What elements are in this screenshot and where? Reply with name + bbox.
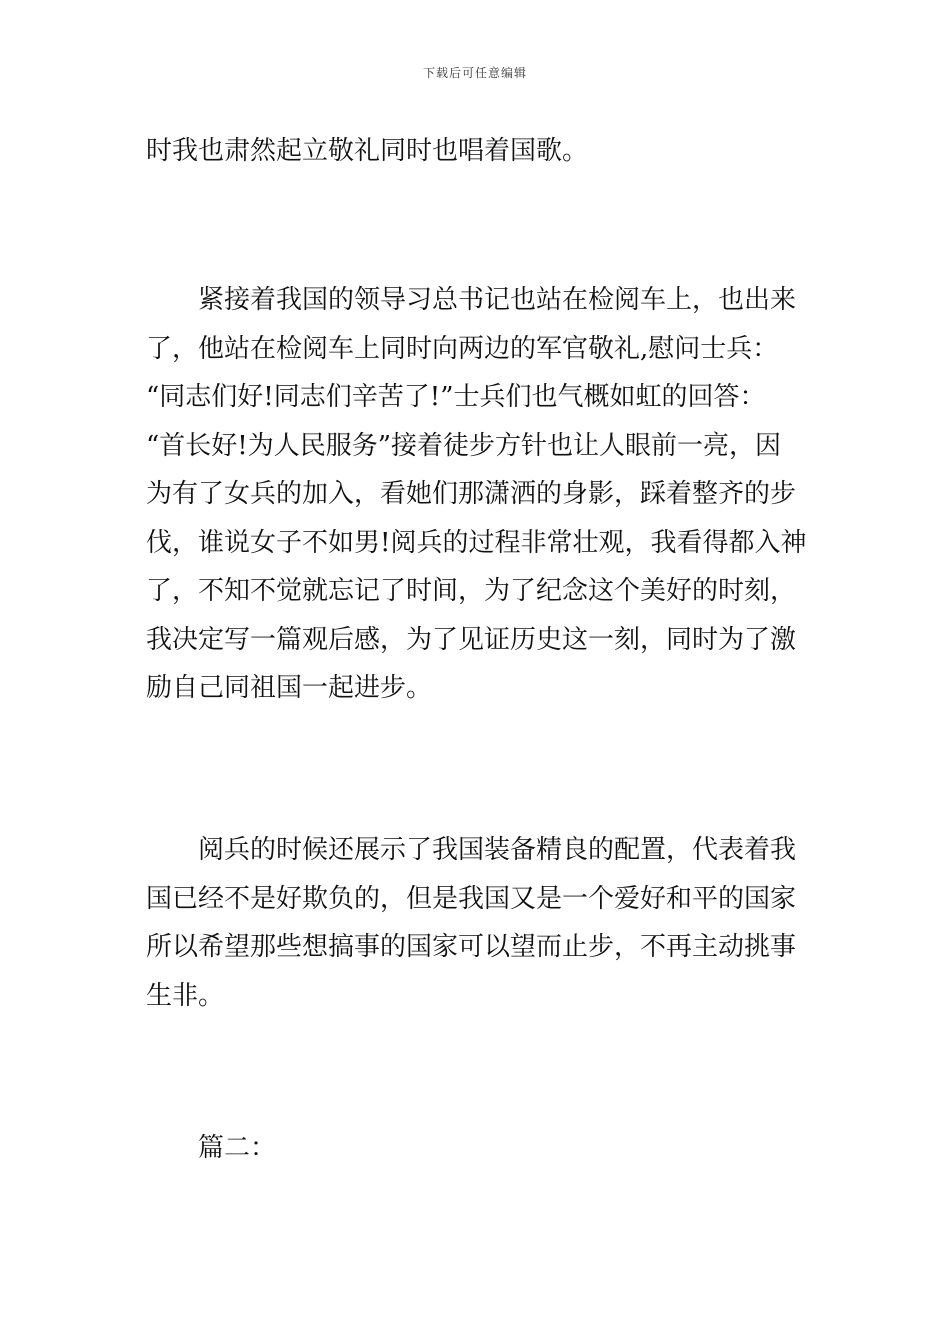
paragraph-3 xyxy=(146,826,808,1020)
text-line: 紧接着我国的领导习总书记也站在检阅车上，也出来 xyxy=(198,285,797,315)
text-line: 我决定写一篇观后感，为了见证历史这一刻，同时为了激 xyxy=(146,624,797,655)
text-line: 了，他站在检阅车上同时向两边的军官敬礼,慰问士兵： xyxy=(146,333,779,364)
paragraph-2 xyxy=(146,276,808,713)
text-line: “首长好!为人民服务”接着徒步方针也让人眼前一亮，因 xyxy=(146,430,782,461)
text-line: “同志们好!同志们辛苦了!”士兵们也气概如虹的回答： xyxy=(146,382,766,412)
paragraph-1 xyxy=(146,127,808,176)
text-line: 国已经不是好欺负的，但是我国又是一个爱好和平的国家 xyxy=(146,883,797,914)
section-heading xyxy=(146,1124,808,1173)
text-line: 所以希望那些想搞事的国家可以望而止步，不再主动挑事 xyxy=(146,932,797,962)
text-line: 励自己同祖国一起进步。 xyxy=(146,673,433,703)
text-line: 时我也肃然起立敬礼同时也唱着国歌。 xyxy=(146,136,589,166)
header-note: 下载后可任意编辑 xyxy=(422,66,527,80)
text-line: 了，不知不觉就忘记了时间，为了纪念这个美好的时刻， xyxy=(146,576,797,606)
text-line: 生非。 xyxy=(146,980,225,1011)
text-line: 为有了女兵的加入，看她们那潇洒的身影，踩着整齐的步 xyxy=(146,479,797,509)
text-line: 阅兵的时候还展示了我国装备精良的配置，代表着我 xyxy=(198,835,797,865)
text-line: 篇二： xyxy=(198,1133,277,1163)
text-line: 伐，谁说女子不如男!阅兵的过程非常壮观，我看得都入神 xyxy=(146,527,807,558)
